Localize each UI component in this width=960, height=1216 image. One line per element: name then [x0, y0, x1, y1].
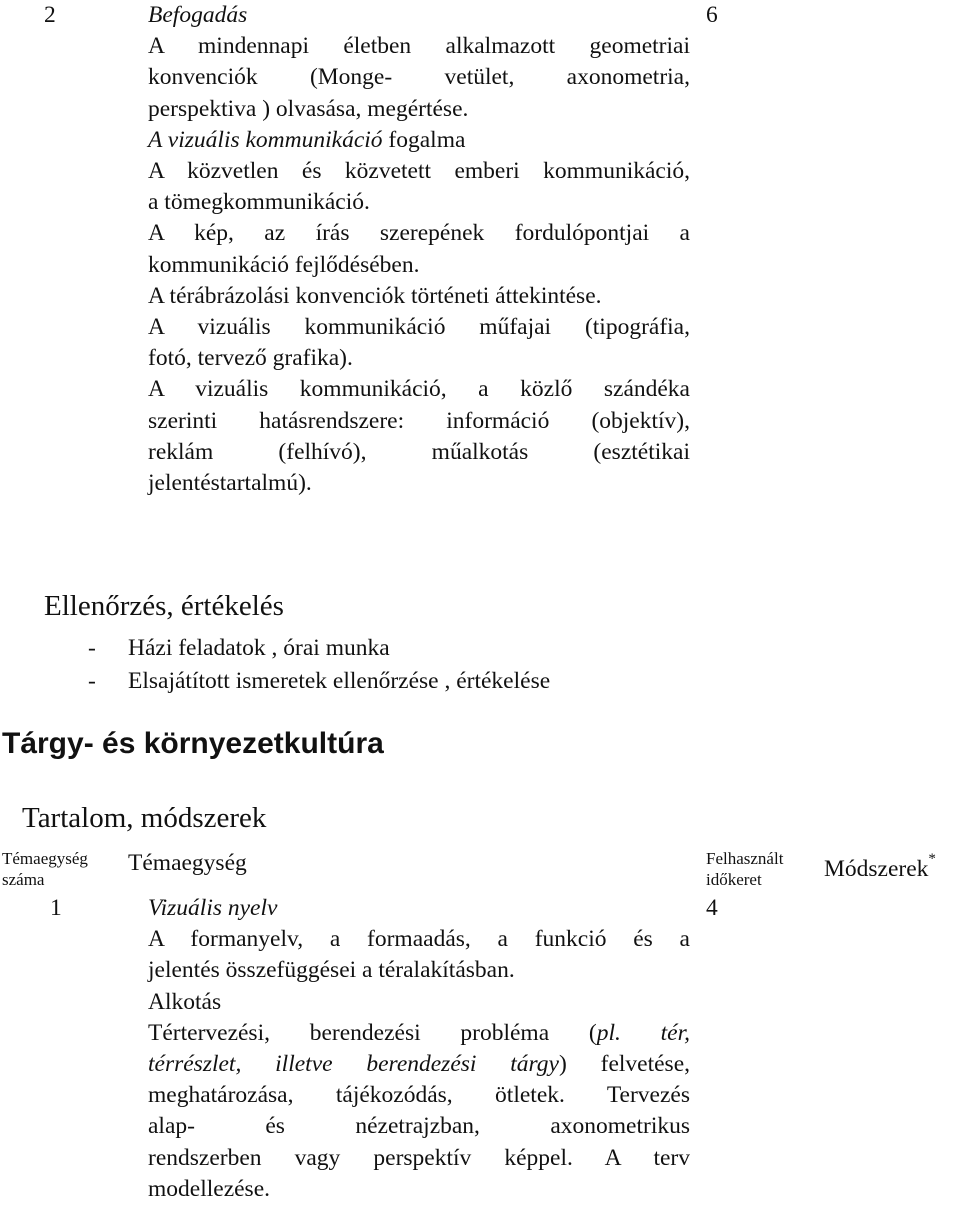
col-header-unit-number-line2: száma — [2, 870, 45, 889]
unit1-text: ) felvetése, — [558, 1051, 690, 1078]
dash-bullet: - — [88, 668, 96, 695]
unit2-line: a tömegkommunikáció. — [148, 189, 370, 216]
evaluation-list — [88, 633, 550, 697]
unit2-hours: 6 — [706, 2, 718, 28]
evaluation-heading: Ellenőrzés, értékelés — [44, 590, 284, 622]
unit2-subtitle: A vizuális kommunikáció — [148, 126, 383, 153]
footnote-mark: * — [928, 851, 936, 867]
unit2-line: A mindennapi életben alkalmazott geometriai — [148, 33, 690, 60]
unit1-hours: 4 — [706, 895, 718, 921]
col-header-unit: Témaegység — [128, 850, 247, 876]
unit2-subtitle-line — [148, 125, 690, 156]
unit2-line: fotó, tervező grafika). — [148, 345, 353, 372]
col-header-unit-number-line1: Témaegység — [2, 849, 88, 868]
unit2-line: perspektiva ) olvasása, megértése. — [148, 95, 469, 122]
evaluation-item — [88, 633, 550, 664]
unit1-line: alap- és nézetrajzban, axonometrikus — [148, 1113, 690, 1140]
unit1-line: modellezése. — [148, 1175, 271, 1202]
unit1-line — [148, 1018, 690, 1049]
unit1-line: rendszerben vagy perspektív képpel. A terv — [148, 1144, 690, 1171]
unit1-line: jelentés összefüggései a téralakításban. — [148, 957, 515, 984]
evaluation-item-text: Házi feladatok , órai munka — [128, 635, 390, 661]
unit2-title: Befogadás — [148, 2, 248, 28]
col-header-unit-number — [2, 848, 88, 890]
col-header-time-line1: Felhasznált — [706, 849, 784, 868]
unit2-line: konvenciók (Monge- vetület, axonometria, — [148, 64, 690, 91]
unit2-line: kommunikáció fejlődésében. — [148, 251, 420, 278]
unit2-line: A kép, az írás szerepének fordulópontjai a — [148, 220, 690, 247]
unit2-line: szerinti hatásrendszere: információ (objektív), — [148, 407, 690, 434]
col-header-methods — [824, 848, 936, 885]
unit1-text-italic: pl. tér, — [596, 1019, 690, 1046]
unit1-content — [148, 893, 690, 1205]
evaluation-item — [88, 666, 550, 697]
unit2-content — [148, 0, 690, 499]
evaluation-item-text: Elsajátított ismeretek ellenőrzése , értékelése — [128, 668, 551, 695]
unit2-line: A közvetlen és közvetett emberi kommunikáció, — [148, 158, 690, 185]
content-heading: Tartalom, módszerek — [22, 802, 267, 834]
unit2-line: A vizuális kommunikáció műfajai (tipográfia, — [148, 314, 690, 341]
unit1-line: A formanyelv, a formaadás, a funkció és a — [148, 926, 690, 953]
col-header-time-line2: időkeret — [706, 870, 762, 889]
unit1-number: 1 — [50, 895, 62, 921]
unit1-line — [148, 1049, 690, 1080]
unit2-line: A vizuális kommunikáció, a közlő szándéka — [148, 376, 690, 403]
col-header-methods-label: Módszerek — [824, 855, 929, 882]
unit1-text: Tértervezési, berendezési probléma ( — [148, 1019, 597, 1046]
subject-heading: Tárgy- és környezetkultúra — [2, 727, 384, 760]
unit1-line: meghatározása, tájékozódás, ötletek. Tervezés — [148, 1082, 690, 1109]
unit1-subtitle: Alkotás — [148, 988, 222, 1015]
unit2-line: reklám (felhívó), műalkotás (esztétikai — [148, 438, 690, 465]
unit2-line: jelentéstartalmú). — [148, 470, 312, 497]
col-header-time — [706, 848, 783, 890]
unit1-title: Vizuális nyelv — [148, 895, 278, 921]
unit2-line: A térábrázolási konvenciók történeti áttekintése. — [148, 282, 602, 309]
unit2-subtitle-rest: fogalma — [382, 126, 466, 153]
unit2-number: 2 — [44, 2, 56, 28]
dash-bullet: - — [88, 635, 96, 661]
unit1-text-italic: térrészlet, illetve berendezési tárgy — [148, 1051, 559, 1078]
